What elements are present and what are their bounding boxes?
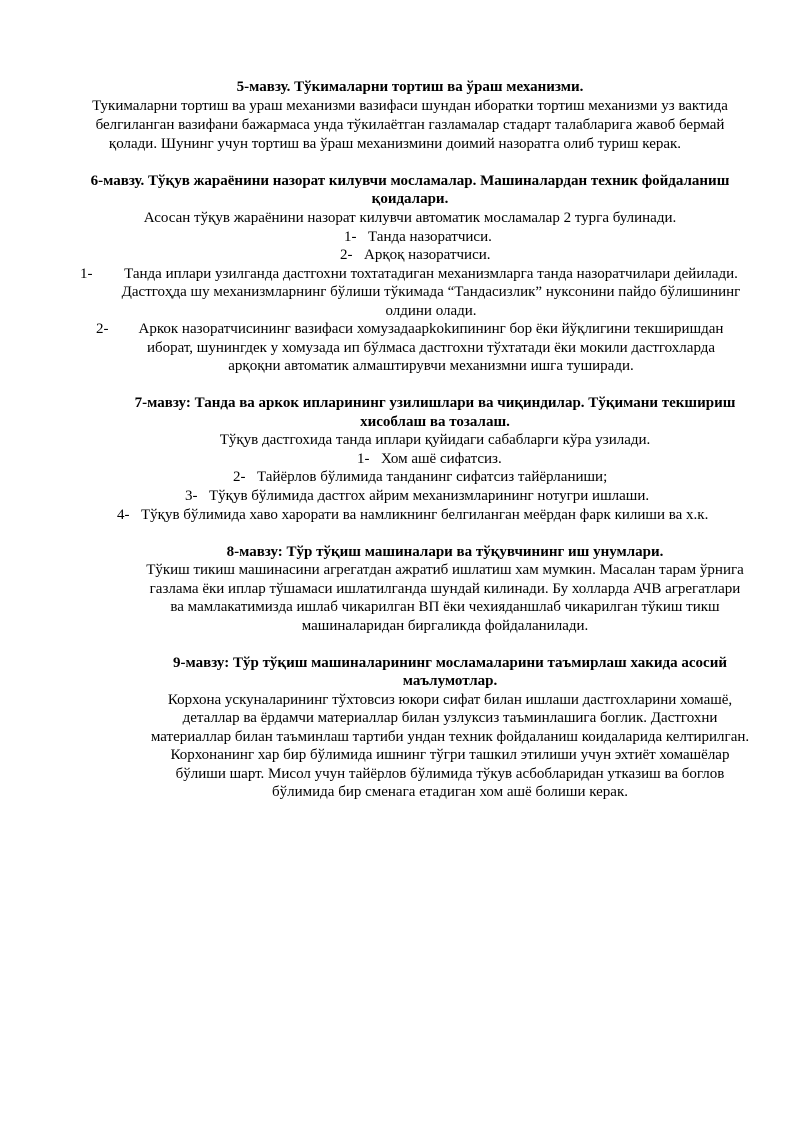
list-text: Тўқув бўлимида дастгох айрим механизмларининг нотугри ишлаши.: [209, 488, 650, 504]
list-number: 3-: [185, 488, 198, 504]
section-9-line: Корхонанинг хар бир бўлимида ишнинг тўгри ташкил этилиши учун эхтиёт хомашёлар: [170, 747, 730, 763]
list-text: арқоқни автоматик алмаштирувчи механизмни ишга туширади.: [228, 358, 634, 374]
list-number: 2-: [340, 247, 353, 263]
list-number: 4-: [117, 507, 130, 523]
list-item: [233, 468, 607, 487]
section-6-heading-cont: қоидалари.: [371, 191, 449, 207]
list-text: Аркок назоратчисининг вазифаси хомузадаарkokипининг бор ёки йўқлигини текширишдан: [138, 321, 724, 337]
list-item: [344, 228, 492, 247]
list-text: олдини олади.: [385, 303, 477, 319]
section-7-heading-cont: хисоблаш ва тозалаш.: [360, 414, 510, 430]
list-text: Танда назоратчиси.: [368, 229, 492, 245]
section-8-line: ва мамлакатимизда ишлаб чикарилган ВП ёки чехияданшлаб чикарилган тўкиш тикш: [170, 599, 720, 615]
section-5-line: Тукималарни тортиш ва ураш механизми вазифаси шундан иборатки тортиш механизми уз вактида: [92, 98, 728, 114]
section-7-intro: Тўқув дастгохида танда иплари қуйидаги сабабларги кўра узилади.: [219, 432, 651, 448]
list-number: 1-: [357, 451, 370, 467]
list-item: [117, 506, 708, 525]
section-8-line: Тўкиш тикиш машинасини агрегатдан ажратиб ишлатиш хам мумкин. Масалан тарам ўрнига: [146, 562, 744, 578]
list-text: Тайёрлов бўлимида танданинг сифатсиз тайёрланиши;: [257, 469, 608, 485]
section-9-heading: 9-мавзу: Тўр тўқиш машиналарининг мосламаларини таъмирлаш хакида асосий: [173, 655, 727, 671]
list-text: Тўқув бўлимида хаво харорати ва намликнинг белгиланган меёрдан фарк килиши ва х.к.: [141, 507, 709, 523]
list-text: Арқоқ назоратчиси.: [364, 247, 491, 263]
section-6-intro: Асосан тўқув жараёнини назорат килувчи автоматик мосламалар 2 турга булинади.: [143, 210, 677, 226]
list-number: 2-: [233, 469, 246, 485]
list-item: [357, 450, 502, 469]
list-text: иборат, шунингдек у хомузада ип бўлмаса дастгохни тўхтатади ёки мокили дастгохларда: [146, 340, 716, 356]
section-9-line: бўлимида бир сменага етадиган хом ашё болиши керак.: [271, 784, 628, 800]
section-5-line: белгиланган вазифани бажармаса унда тўкилаётган газламалар стадарт талабларига жавоб бермай: [95, 117, 725, 133]
list-text: Хом ашё сифатсиз.: [381, 451, 502, 467]
list-item: [340, 246, 491, 265]
section-9-line: бўлиши шарт. Мисол учун тайёрлов бўлимида тўкув асбобларидан утказиш ва боглов: [175, 766, 725, 782]
list-text: Дастгоҳда шу механизмларнинг бўлиши тўкимада “Тандасизлик” нуксонини пайдо бўлишининг: [121, 284, 741, 300]
section-7-heading: 7-мавзу: Танда ва аркок ипларининг узилишлари ва чиқиндилар. Тўқимани текшириш: [134, 395, 736, 411]
section-8-heading: 8-мавзу: Тўр тўқиш машиналари ва тўқувчининг иш унумлари.: [226, 544, 664, 560]
section-6-heading: 6-мавзу. Тўқув жараёнини назорат килувчи мосламалар. Машиналардан техник фойдаланиш: [90, 173, 730, 189]
list-number: 1-: [344, 229, 357, 245]
section-5-line: қолади. Шунинг учун тортиш ва ўраш механизмини доимий назоратга олиб туриш керак.: [108, 136, 682, 152]
section-9-line: материаллар билан таъминлаш тартиби ундан техник фойдаланиш коидаларида келтирилган.: [150, 729, 750, 745]
list-number: 2-: [96, 321, 109, 337]
list-text: Танда иплари узилганда дастгохни тохтатадиган механизмларга танда назоратчилари дейилади.: [124, 266, 738, 282]
section-9-line: деталлар ва ёрдамчи материаллар билан узлуксиз таъминлашига боглик. Дастгохни: [182, 710, 718, 726]
section-8-line: машиналаридан биргаликда фойдаланилади.: [301, 618, 589, 634]
list-item: [185, 487, 649, 506]
section-9-line: Корхона ускуналарининг тўхтовсиз юкори сифат билан ишлаши дастгохларини хомашё,: [167, 692, 733, 708]
list-number: 1-: [80, 266, 93, 282]
section-8-line: газлама ёки иплар тўшамаси ишлатилганда шундай килинади. Бу холларда АЧВ агрегатлари: [149, 581, 741, 597]
section-5-heading: 5-мавзу. Тўкималарни тортиш ва ўраш механизми.: [236, 79, 584, 95]
section-9-heading-cont: маълумотлар.: [402, 673, 498, 689]
